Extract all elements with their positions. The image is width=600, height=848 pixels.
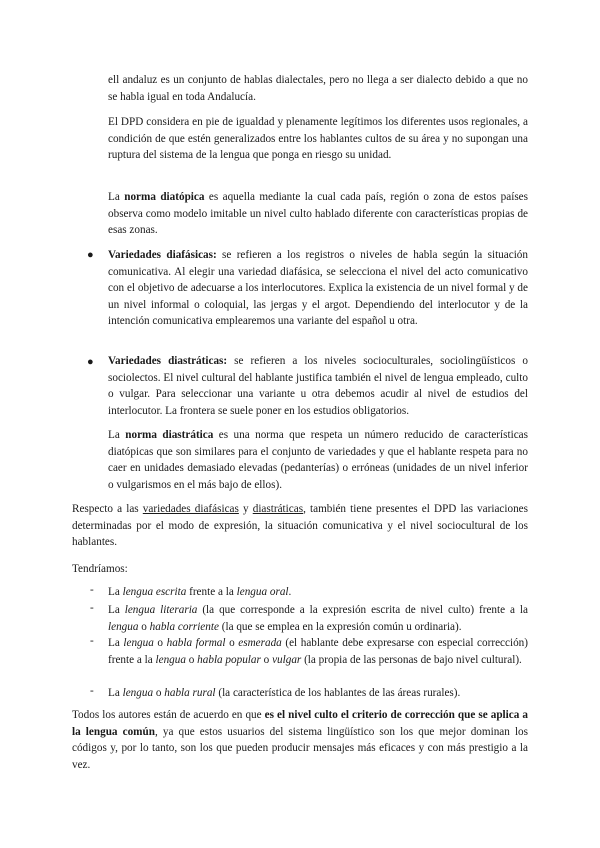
text-run: se refieren a los niveles socioculturales, sociolingüísticos o sociolectos. El nivel cultural del hablante justifica también el nivel de lengua empleado, culto o vulgar. Para seleccionar una variante u otra debemos acudir al nivel de estudios del interlocutor. La frontera se suele poner en los estudios obligatorios. [108,355,528,417]
term-variedades-diastraticas: Variedades diastráticas: [108,355,228,367]
paragraph-text [108,427,528,493]
text-run: Respecto a las [72,503,143,515]
text-run: (la característica de los hablantes de las áreas rurales). [215,687,461,699]
list-dash: - [90,635,94,647]
list-dash: - [90,584,94,596]
paragraph-text [72,501,528,551]
text-run: (la propia de las personas de bajo nivel cultural). [301,653,522,666]
text-run: La [108,429,126,441]
italic-term: lengua [108,620,139,633]
bullet-variedades-diafasicas [108,247,528,330]
text-run: Todos los autores están de acuerdo en que [72,709,265,721]
paragraph-text [108,247,528,330]
list-item-text [108,685,528,702]
bullet-marker: ● [87,356,94,368]
bullet-variedades-diastraticas [108,353,528,419]
list-item [108,635,528,668]
term-norma-diastratica: norma diastrática [125,429,214,441]
list-dash: - [90,602,94,614]
term-norma-diatopica: norma diatópica [124,191,205,203]
list-item-text [108,584,528,601]
italic-term: esmerada [238,637,282,649]
paragraph-norma-diastratica [108,427,528,493]
text-run: o [153,687,165,699]
text-run: La [108,586,123,598]
bold-statement: es el nivel culto el criterio de corrección que se aplica a la lengua común [72,709,528,738]
italic-term: habla corriente [149,620,219,633]
italic-term: habla formal [166,637,226,649]
text-run: La [108,637,124,649]
list-item [108,602,528,635]
text-run: o [185,653,198,666]
text-run: o [138,620,150,633]
text-run: La [108,687,123,699]
paragraph-text [72,707,528,773]
text-run: , ya que estos usuarios del sistema lingüístico son los que mejor dominan los códigos y, por lo tanto, son los que pueden producir mensajes más eficaces y con más prestigio a la vez. [72,725,529,771]
list-item-text [108,635,528,668]
paragraph-text: El DPD considera en pie de igualdad y plenamente legítimos los diferentes usos regionales, a condición de que estén generalizados entre los hablantes cultos de su área y no supongan una ruptura del sistema de la lengua que ponga en riesgo su unidad. [108,116,528,162]
text-run: se refieren a los registros o niveles de habla según la situación comunicativa. Al elegir una variedad diafásica, se selecciona el nivel del acto comunicativo con el objetivo de adecuarse a los interlocutores. Explica la existencia de un nivel formal y de un nivel informal o coloquial, las jergas y el argot. Dependiendo del interlocutor y de la intención comunicativa emplearemos una variante del español u otra. [108,249,528,328]
italic-term: lengua literaria [124,604,198,616]
italic-term: lengua oral [236,586,289,598]
paragraph-nivel-culto [72,707,528,773]
paragraph-text: Tendríamos: [72,563,128,575]
text-run: es aquella mediante la cual cada país, región o zona de estos países observa como modelo imitable un nivel culto hablado diferente con características propias de esas zonas. [108,191,528,237]
list-dash: - [90,685,94,697]
italic-term: lengua [123,637,154,649]
term-variedades-diafasicas: Variedades diafásicas: [108,249,217,261]
paragraph-text [108,189,528,239]
paragraph-norma-diatopica [108,189,528,239]
bullet-marker: ● [87,249,94,261]
italic-term: lengua escrita [122,586,187,598]
text-run: o [225,637,239,649]
paragraph-text: ell andaluz es un conjunto de hablas dialectales, pero no llega a ser dialecto debido a que no se habla igual en toda Andalucía. [108,74,528,103]
text-run: frente a la [186,586,237,598]
italic-term: lengua [155,653,186,666]
text-run: (el hablante debe expresarse con especial corrección) frente a la [108,637,528,666]
text-run: (la que corresponde a la expresión escrita de nivel culto) frente a la [197,604,528,616]
paragraph-text [108,353,528,419]
text-run: es una norma que respeta un número reducido de características diatópicas que son similares para el conjunto de variedades y que el hablante respeta para no caer en unidades demasiado elevadas (pedanterías) o erróneas (unidades de un nivel inferior o vulgarismos en el más bajo de ellos). [108,429,529,491]
underlined-term: diastráticas [252,503,304,515]
text-run: y [238,503,253,515]
paragraph-respecto [72,501,528,551]
italic-term: habla rural [164,687,216,699]
list-item-text [108,602,528,635]
text-run: . [288,586,292,598]
italic-term: habla popular [197,653,261,666]
italic-term: vulgar [272,653,302,666]
list-item [108,685,528,702]
text-run: La [108,191,125,203]
list-item [108,584,528,601]
text-run: o [153,637,167,649]
text-run: La [108,604,125,616]
underlined-term: variedades diafásicas [142,503,239,515]
paragraph-dpd-igualdad [108,114,528,164]
paragraph-tendriamos [72,561,528,578]
text-run: o [260,653,273,666]
text-run: , también tiene presentes el DPD las variaciones determinadas por el modo de expresión, la situación comunicativa y el nivel sociocultural de los hablantes. [72,503,529,549]
paragraph-andaluz [108,72,528,105]
italic-term: lengua [122,687,154,699]
text-run: (la que se emplea en la expresión común u ordinaria). [218,620,462,633]
